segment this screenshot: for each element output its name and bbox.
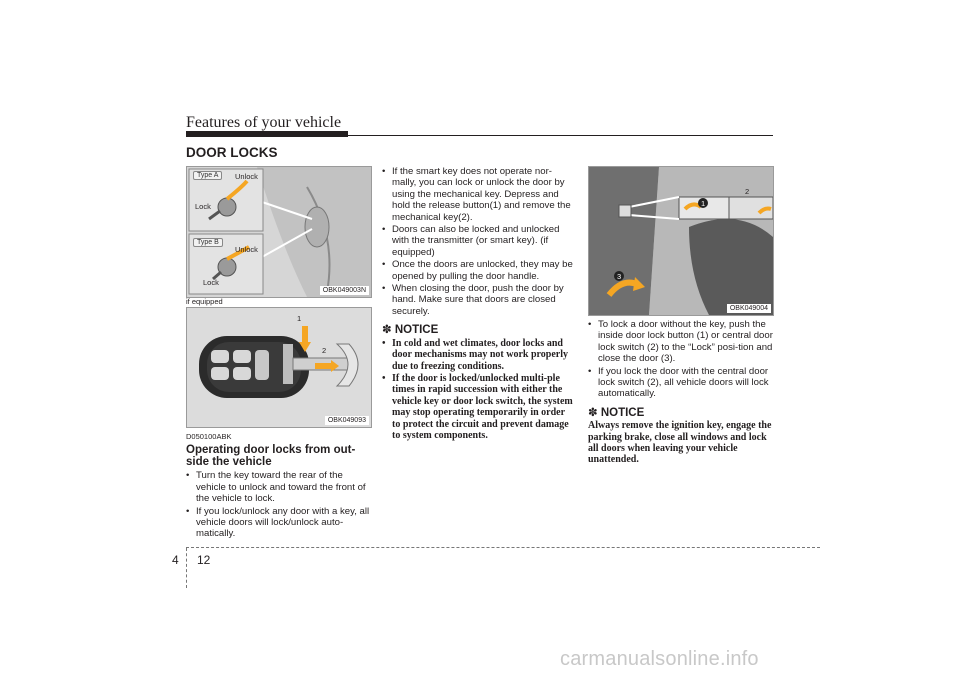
unlock-label-b: Unlock <box>235 245 258 254</box>
mid-bullets <box>382 166 574 317</box>
notice-bullets <box>382 338 574 442</box>
figure-smart-key <box>186 307 372 428</box>
lock-label-b: Lock <box>203 278 219 287</box>
figure-code: OBK049004 <box>727 304 771 313</box>
figure-code: OBK049003N <box>320 286 369 295</box>
left-column <box>186 429 372 541</box>
page-number: 12 <box>197 553 211 567</box>
section-number: 4 <box>172 553 179 567</box>
middle-column <box>382 166 574 442</box>
type-b-label: Type B <box>193 238 223 247</box>
unlock-label-a: Unlock <box>235 172 258 181</box>
list-item: • If the smart key does not operate nor-mally, you can lock or unlock the door by using the mechanical key. Depress and hold the release button(1) and remove the mechanical key(2). <box>382 166 574 223</box>
notice-heading: ✽ NOTICE <box>382 324 439 337</box>
list-item: • If the door is locked/unlocked multi-ple times in rapid succession with either the vehicle key or door lock switch, the system may stop operating temporarily in order to protect the circuit and prevent damage to system components. <box>382 373 574 441</box>
header-bar <box>186 131 348 137</box>
callout-1: 1 <box>297 314 302 323</box>
lock-label-a: Lock <box>195 202 211 211</box>
list-item: • When closing the door, push the door by hand. Make sure that doors are closed securely. <box>382 283 574 317</box>
notice-text: Always remove the ignition key, engage the parking brake, close all windows and lock all doors when leaving your vehicle unattended. <box>588 420 772 466</box>
list-item: • If you lock the door with the central door lock switch (2), all vehicle doors will lock automatically. <box>588 366 774 400</box>
notice-heading: ✽ NOTICE <box>588 406 645 419</box>
footer-divider <box>186 548 187 588</box>
if-equipped-note: if equipped <box>186 297 223 306</box>
watermark: carmanualsonline.info <box>560 648 759 670</box>
left-bullets <box>186 470 372 539</box>
smart-key-illustration <box>187 308 371 427</box>
section-code: D050100ABK <box>186 432 232 441</box>
header-rule <box>348 135 773 136</box>
callout-3: 3 <box>617 272 622 281</box>
footer-rule <box>186 547 820 548</box>
callout-2: 2 <box>322 346 327 355</box>
list-item: • Turn the key toward the rear of the vehicle to unlock and toward the front of the vehicle to lock. <box>186 470 372 504</box>
section-title: DOOR LOCKS <box>186 145 278 160</box>
list-item: • In cold and wet climates, door locks and door mechanisms may not work properly due to freezing conditions. <box>382 338 574 372</box>
right-bullets <box>588 319 774 400</box>
figure-code: OBK049093 <box>325 416 369 425</box>
list-item: • To lock a door without the key, push the inside door lock button (1) or central door lock switch (2) to the “Lock” posi-tion and close the door (3). <box>588 319 774 365</box>
subsection-heading: Operating door locks from out-side the vehicle <box>186 444 356 469</box>
list-item: • Doors can also be locked and unlocked with the transmitter (or smart key). (if equipped) <box>382 224 574 258</box>
callout-1: 1 <box>701 199 706 208</box>
type-a-label: Type A <box>193 171 222 180</box>
page-header-title: Features of your vehicle <box>186 114 342 131</box>
list-item: • Once the doors are unlocked, they may be opened by pulling the door handle. <box>382 259 574 282</box>
callout-2: 2 <box>745 187 750 196</box>
list-item: • If you lock/unlock any door with a key, all vehicle doors will lock/unlock auto-matically. <box>186 506 372 540</box>
right-column <box>588 319 774 466</box>
figure-door-key <box>186 166 372 298</box>
figure-car-interior <box>588 166 774 316</box>
